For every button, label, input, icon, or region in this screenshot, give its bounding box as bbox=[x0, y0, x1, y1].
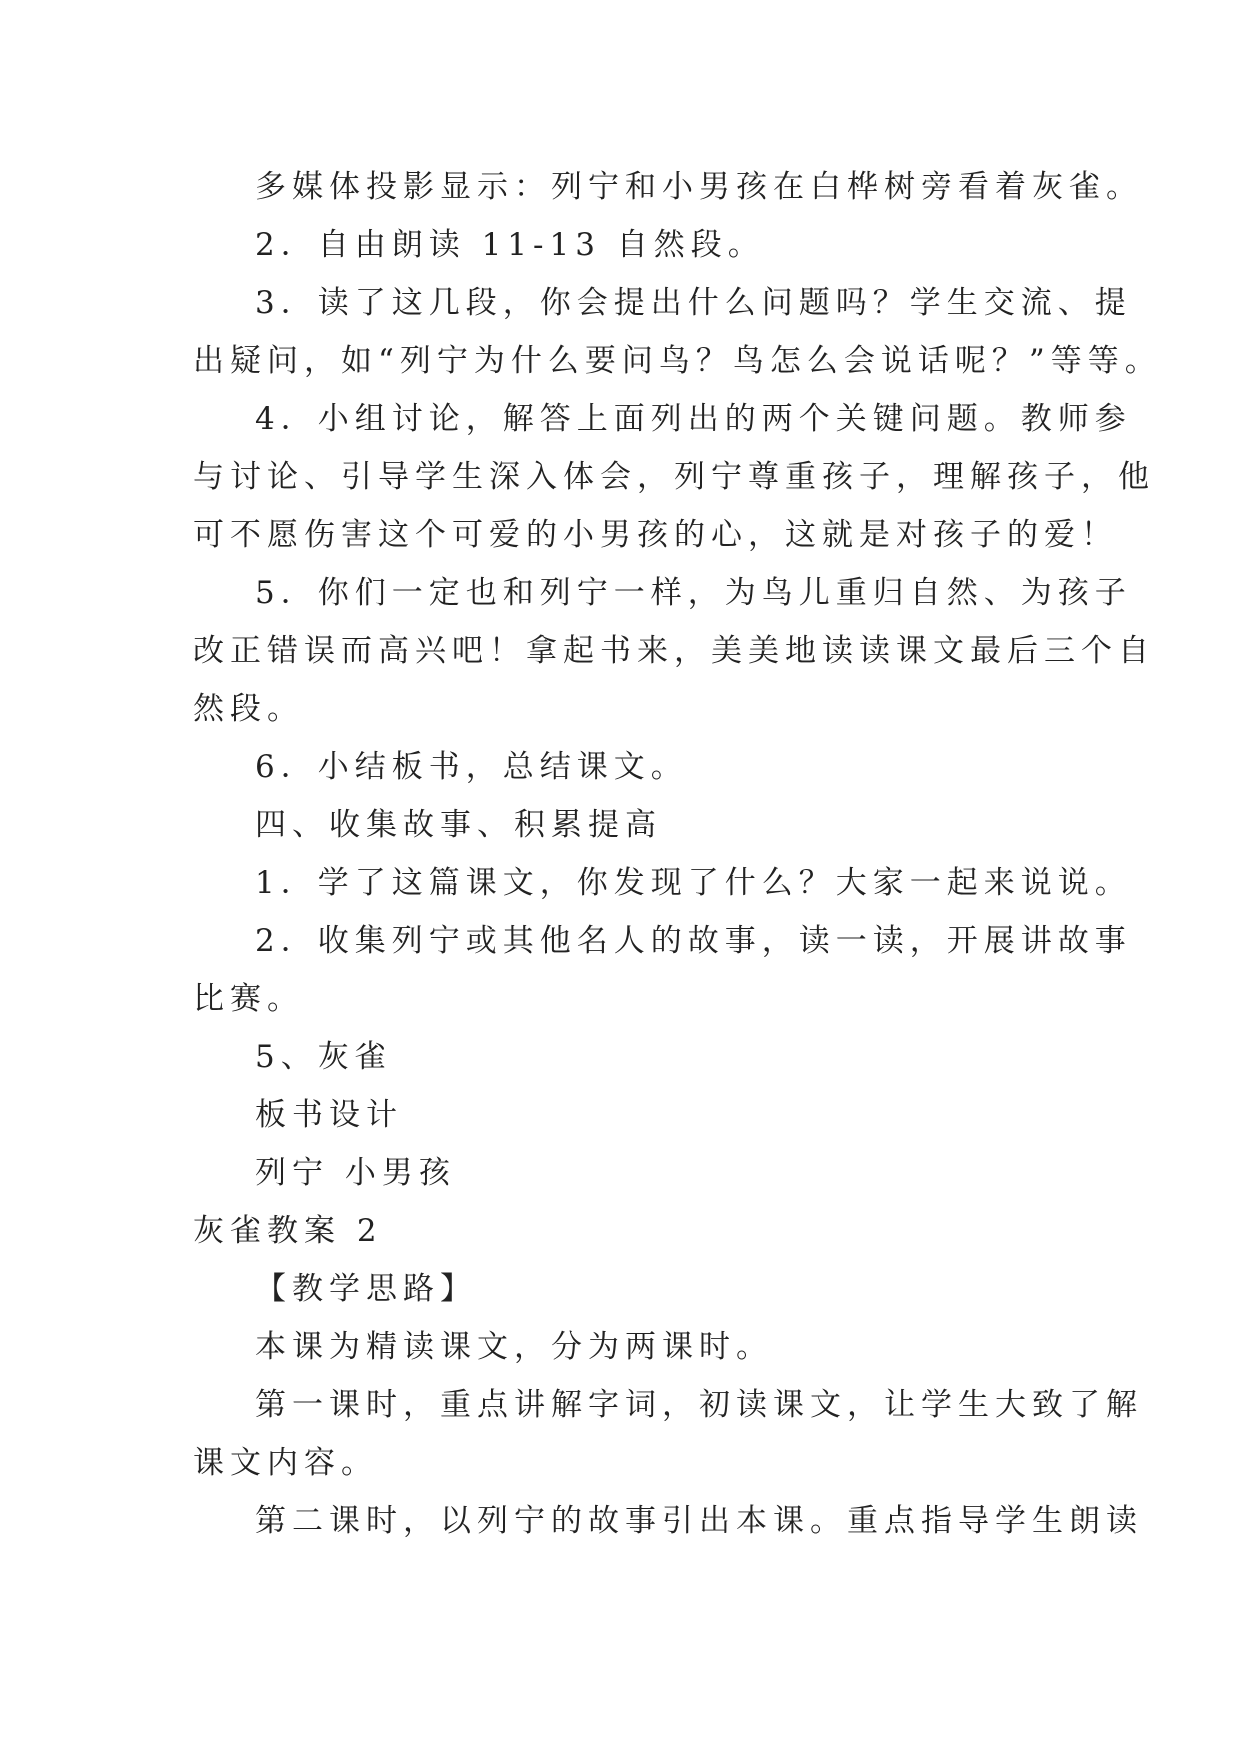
text-line: 可不愿伤害这个可爱的小男孩的心，这就是对孩子的爱！ bbox=[193, 517, 1118, 553]
text-line: 本课为精读课文，分为两课时。 bbox=[255, 1329, 773, 1365]
text-line: 多媒体投影显示：列宁和小男孩在白桦树旁看着灰雀。 bbox=[255, 169, 1143, 205]
text-line: 板书设计 bbox=[255, 1097, 403, 1133]
text-line: 课文内容。 bbox=[193, 1445, 378, 1481]
text-line: 比赛。 bbox=[193, 981, 304, 1017]
text-line: 第一课时，重点讲解字词，初读课文，让学生大致了解 bbox=[255, 1387, 1143, 1423]
text-line: 2．自由朗读 11-13 自然段。 bbox=[255, 227, 765, 263]
text-line: 然段。 bbox=[193, 691, 304, 727]
text-line: 1．学了这篇课文，你发现了什么？大家一起来说说。 bbox=[255, 865, 1132, 901]
text-line: 【教学思路】 bbox=[255, 1271, 477, 1307]
text-line: 列宁 小男孩 bbox=[255, 1155, 456, 1191]
text-line: 6．小结板书，总结课文。 bbox=[255, 749, 688, 785]
text-line: 四、收集故事、积累提高 bbox=[255, 807, 662, 843]
text-line: 5．你们一定也和列宁一样，为鸟儿重归自然、为孩子 bbox=[255, 575, 1132, 611]
text-line: 改正错误而高兴吧！拿起书来，美美地读读课文最后三个自 bbox=[193, 633, 1155, 669]
text-line: 3．读了这几段，你会提出什么问题吗？学生交流、提 bbox=[255, 285, 1132, 321]
text-line: 灰雀教案 2 bbox=[193, 1213, 383, 1249]
document-body bbox=[193, 158, 1162, 1550]
text-line: 出疑问，如“列宁为什么要问鸟？鸟怎么会说话呢？”等等。 bbox=[193, 343, 1162, 379]
text-line: 与讨论、引导学生深入体会，列宁尊重孩子，理解孩子，他 bbox=[193, 459, 1155, 495]
text-line: 2．收集列宁或其他名人的故事，读一读，开展讲故事 bbox=[255, 923, 1132, 959]
text-line: 5、灰雀 bbox=[255, 1039, 392, 1075]
text-line: 第二课时，以列宁的故事引出本课。重点指导学生朗读 bbox=[255, 1503, 1143, 1539]
text-line: 4．小组讨论，解答上面列出的两个关键问题。教师参 bbox=[255, 401, 1132, 437]
